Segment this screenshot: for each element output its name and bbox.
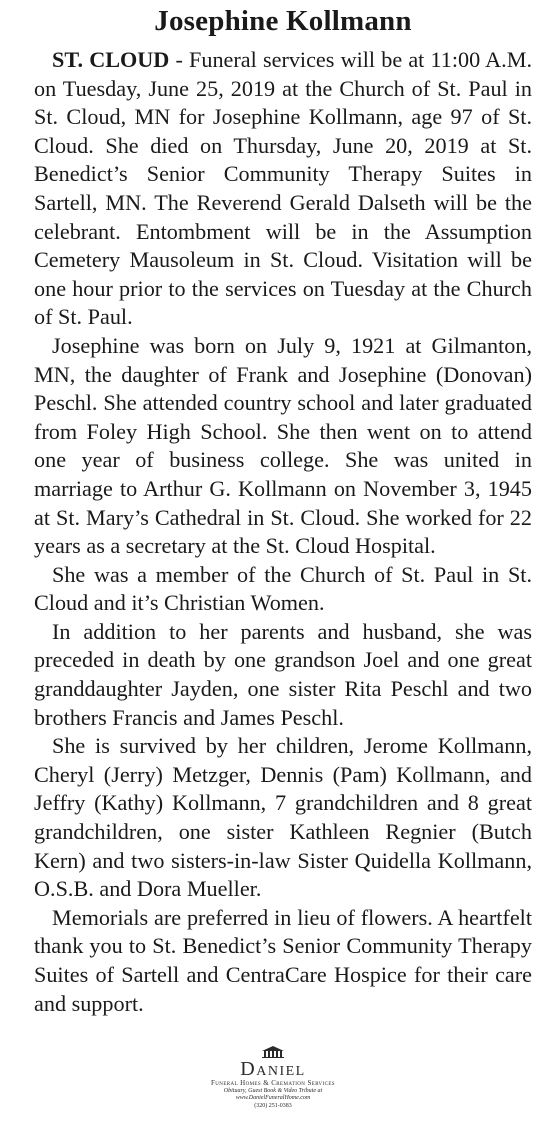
obituary-paragraph-5: She is survived by her children, Jerome Kollmann, Cheryl (Jerry) Metzger, Dennis (Pam) Kollmann, and Jeffry (Kathy) Kollmann, 7 grandchildren and 8 great grandchildren, one sister Kathleen Regnier (Butch Kern) and two sisters-in-law Sister Quidella Kollmann, O.S.B. and Dora Mueller. (34, 733, 532, 902)
funeral-home-website: www.DanielFuneralHome.com (235, 1095, 311, 1101)
obituary-title: Josephine Kollmann (154, 5, 412, 37)
obituary-paragraph-6: Memorials are preferred in lieu of flowers. A heartfelt thank you to St. Benedict’s Senior Community Therapy Suites of Sartell and CentraCare Hospice for their care and support. (34, 904, 532, 1016)
obituary-paragraph-3: She was a member of the Church of St. Paul in St. Cloud and it’s Christian Women. (34, 561, 532, 616)
funeral-home-tagline: Obituary, Guest Book & Video Tribute at (223, 1088, 323, 1094)
daniel-building-icon (262, 1046, 284, 1058)
funeral-home-name: Daniel (240, 1058, 306, 1080)
dateline: ST. CLOUD (52, 47, 170, 72)
obituary-paragraph-2: Josephine was born on July 9, 1921 at Gilmanton, MN, the daughter of Frank and Josephine (Donovan) Peschl. She attended country school and later graduated from Foley High School. She then went on to attend one year of business college. She was united in marriage to Arthur G. Kollmann on November 3, 1945 at St. Mary’s Cathedral in St. Cloud. She worked for 22 years as a secretary at the St. Cloud Hospital. (34, 332, 532, 559)
funeral-home-phone: (320) 251-0383 (254, 1103, 292, 1109)
paragraph-1-text: - Funeral services will be at 11:00 A.M. on Tuesday, June 25, 2019 at the Church of St. Paul in St. Cloud, MN for Josephine Kollmann, age 97 of St. Cloud. She died on Thursday, June 20, 2019 at St. Benedict’s Senior Community Therapy Suites in Sartell, MN. The Reverend Gerald Dalseth will be the celebrant. Entombment will be in the Assumption Cemetery Mausoleum in St. Cloud. Visitation will be one hour prior to the services on Tuesday at the Church of St. Paul. (34, 47, 532, 330)
obituary-paragraph-1 (34, 46, 532, 332)
funeral-home-logo (0, 1046, 546, 1110)
funeral-home-subtitle: Funeral Homes & Cremation Services (211, 1079, 335, 1087)
obituary-paragraph-4: In addition to her parents and husband, she was preceded in death by one grandson Joel and one great granddaughter Jayden, one sister Rita Peschl and two brothers Francis and James Peschl. (34, 618, 532, 730)
